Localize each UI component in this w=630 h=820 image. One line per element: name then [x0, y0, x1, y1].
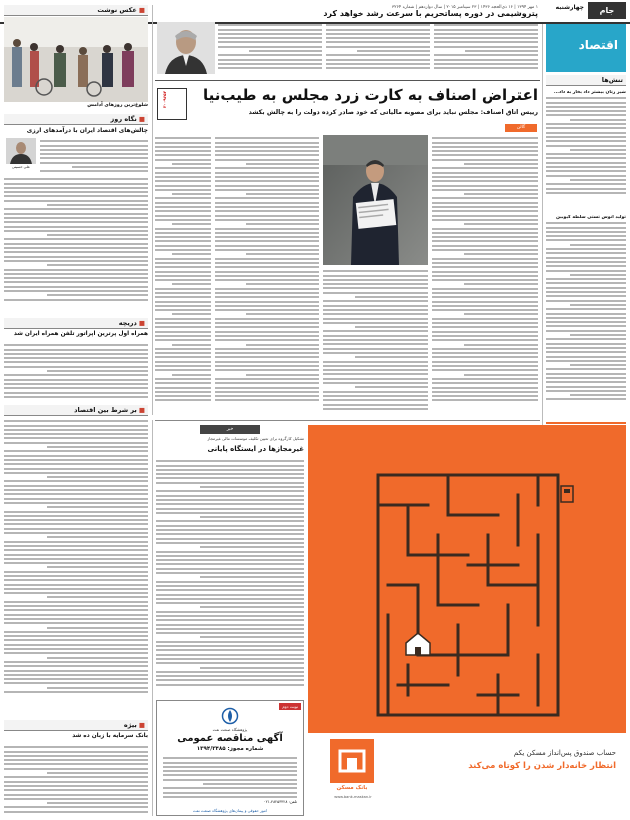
sidebar-text-1 — [546, 90, 626, 210]
tender-stamp: نوبت دوم — [279, 703, 301, 710]
lead-photo — [323, 135, 428, 265]
author-avatar-icon — [6, 138, 36, 164]
top-story-rule — [155, 80, 540, 81]
bank-ad — [308, 425, 626, 816]
crowd-photo-icon — [4, 17, 148, 102]
news-box-label: خبر — [200, 425, 260, 434]
date-line: ۱ مهر ۱۳۹۴ | ۱۶ ذی‌الحجه ۱۴۳۶ | ۲۳ سپتامبر ۲۰۱۵ | سال دوازدهم | شماره ۳۲۶۴ — [392, 5, 538, 10]
ad-line-1: حساب صندوق پس‌انداز مسکن یکم — [513, 749, 616, 757]
news-box-text — [156, 458, 304, 696]
story2-label: ■دریچه — [4, 318, 148, 329]
sidebar-label: تنش‌ها — [546, 75, 626, 86]
bank-url: www.bank-maskan.ir — [334, 795, 372, 799]
sidebar-story1-title: شیر زنان بیشتر داد بخار به داد... — [553, 90, 626, 95]
section-title: اقتصاد — [578, 38, 618, 52]
lead-bottom-rule — [155, 420, 540, 421]
author-name: علی حسینی — [11, 165, 31, 169]
story4-title: بانک سرمایه با زبان ده شد — [72, 733, 148, 739]
story4-label: ■بیژه — [4, 720, 148, 731]
top-story-col-3 — [434, 22, 538, 76]
bank-logo — [330, 739, 374, 783]
lead-col-mid-bottom — [323, 268, 428, 418]
news-box-title: غیرمجازها در ایستگاه پایانی — [207, 445, 304, 453]
lead-kicker: گالن — [505, 124, 537, 132]
sidebar-divider — [542, 24, 543, 476]
lead-badge — [157, 88, 187, 120]
left-photo — [4, 17, 148, 102]
lead-col-left — [215, 135, 319, 417]
photo-label: ■عکس نوشت — [4, 5, 148, 16]
masthead-logo: جام — [588, 2, 626, 19]
ripi-logo-icon — [217, 707, 243, 725]
tender-ad — [156, 700, 304, 816]
sidebar-story2-title: تولید آنوس تستی سلطه کیوبین — [555, 215, 626, 220]
house-icon — [406, 633, 430, 655]
minister-photo-icon — [323, 135, 428, 265]
bank-brand: بانک مسکن — [336, 785, 368, 791]
story3-label: ■بر شرط بین اقتصاد — [4, 405, 148, 416]
top-story-photo — [157, 22, 215, 74]
author-photo — [6, 138, 36, 164]
bank-maskan-logo-icon — [330, 739, 374, 783]
top-story-col-1 — [218, 22, 322, 76]
top-story-headline: پتروشیمی در دوره پسا‌تحریم با سرعت رشد خواهد کرد — [323, 9, 538, 18]
lead-subhead: رییس اتاق اصناف: مجلس نباید برای مصوبه مالیاتی که خود صادر کرده دولت را به چالش بکشد — [248, 109, 538, 116]
lead-badge-number: ۳۰۰۹۶۵۲ — [162, 90, 168, 109]
story1-text — [40, 138, 148, 176]
story4-text — [4, 744, 148, 816]
news-box-kicker: تشکیل کارگروه برای تعیین تکلیف موسسات مالی غیرمجاز — [207, 436, 304, 441]
tender-phone: تلفن: ۴۸۲۵۳۴۲۸-۰۲۱ — [263, 799, 297, 804]
photo-caption: شلوغ‌ترین روزهای آدامس — [87, 103, 148, 108]
bank-ad-footer — [308, 733, 626, 816]
tender-number: شماره مجوز: ۱۳۹۴/۳۴۸۵ — [196, 746, 264, 752]
lead-col-far-left — [155, 135, 211, 417]
story1-text-2 — [4, 176, 148, 306]
tender-body — [163, 755, 297, 799]
door-icon — [560, 485, 574, 503]
portrait-icon — [157, 22, 215, 74]
story2-text — [4, 342, 148, 400]
story1-label: ■نگاه روز — [4, 114, 148, 125]
section-banner — [546, 24, 626, 72]
story1-title: چالش‌های اقتصاد ایران با درآمدهای ارزی — [26, 127, 148, 134]
lead-col-right — [432, 135, 538, 417]
story3-text — [4, 418, 148, 708]
col-divider-a — [152, 5, 153, 415]
tender-footer: امور حقوقی و پیمان‌های پژوهشگاه صنعت نفت — [193, 808, 267, 813]
col-divider-b — [152, 420, 153, 816]
ad-line-2: انتظار خانه‌دار شدن را کوتاه می‌کند — [468, 761, 616, 771]
lead-headline: اعتراض اصناف به کارت زرد مجلس به طیب‌نیا — [203, 86, 538, 104]
maze-illustration — [368, 465, 568, 725]
weekday: چهارشنبه — [555, 4, 584, 11]
story2-title: همراه اول پرترین اپراتور تلفن همراه ایران شد — [13, 331, 148, 337]
tender-org: پژوهشگاه صنعت نفت — [212, 727, 248, 732]
sidebar-text-2 — [546, 215, 626, 420]
tender-title: آگهی مناقصه عمومی — [177, 733, 283, 744]
sidebar-orange-rule — [546, 422, 626, 424]
top-story-col-2 — [326, 22, 430, 76]
